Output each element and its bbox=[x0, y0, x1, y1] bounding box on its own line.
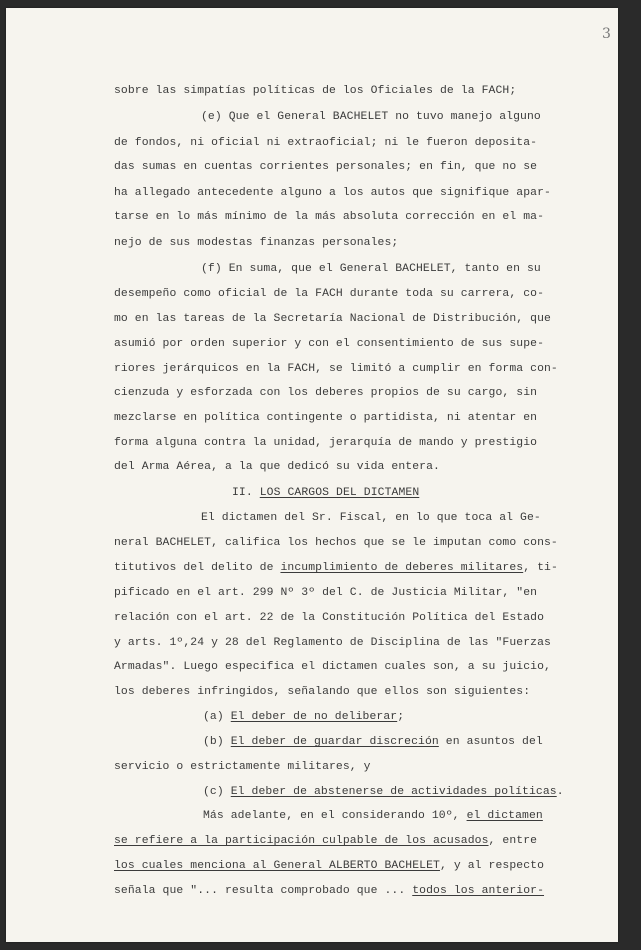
text-line bbox=[114, 834, 537, 848]
text-segment: mo en las tareas de la Secretaría Nacional de Distribución, que bbox=[114, 313, 551, 325]
text-line bbox=[114, 436, 537, 450]
text-segment: relación con el art. 22 de la Constitución Política del Estado bbox=[114, 612, 545, 624]
text-segment: y arts. 1º,24 y 28 del Reglamento de Disciplina de las "Fuerzas bbox=[114, 637, 551, 649]
underlined-text: LOS CARGOS DEL DICTAMEN bbox=[259, 487, 420, 499]
text-segment: . bbox=[556, 786, 564, 798]
text-segment: señala que "... resulta comprobado que ... bbox=[114, 885, 413, 897]
text-segment: (b) bbox=[203, 736, 231, 748]
text-segment: del Arma Aérea, a la que dedicó su vida entera. bbox=[114, 461, 440, 473]
text-line bbox=[114, 611, 544, 625]
text-line bbox=[114, 287, 544, 301]
text-line bbox=[114, 386, 537, 400]
text-line bbox=[114, 312, 551, 326]
text-line bbox=[114, 536, 558, 550]
text-line bbox=[114, 210, 544, 224]
text-segment: desempeño como oficial de la FACH durante toda su carrera, co- bbox=[114, 288, 545, 300]
underlined-text: los cuales menciona al General ALBERTO BACHELET bbox=[114, 860, 440, 872]
text-segment: cienzuda y esforzada con los deberes propios de su cargo, sin bbox=[114, 387, 538, 399]
text-line bbox=[203, 809, 543, 823]
text-segment: titutivos del delito de bbox=[114, 562, 281, 574]
text-segment: en asuntos del bbox=[438, 736, 543, 748]
text-line bbox=[203, 735, 543, 749]
text-segment: Más adelante, en el considerando 10º, bbox=[203, 810, 467, 822]
text-line bbox=[114, 236, 398, 250]
text-line bbox=[114, 685, 530, 699]
text-segment: ha allegado antecedente alguno a los autos que signifique apar- bbox=[114, 187, 551, 199]
text-segment: riores jerárquicos en la FACH, se limitó a cumplir en forma con- bbox=[114, 363, 558, 375]
text-segment: , y al respecto bbox=[439, 860, 545, 872]
text-segment: mezclarse en política contingente o partidista, ni atentar en bbox=[114, 412, 538, 424]
text-line bbox=[114, 760, 371, 774]
text-line bbox=[114, 586, 537, 600]
text-segment: forma alguna contra la unidad, jerarquía de mando y prestigio bbox=[114, 437, 538, 449]
underlined-text: todos los anterior- bbox=[412, 885, 545, 897]
text-line bbox=[114, 186, 551, 200]
text-segment: nejo de sus modestas finanzas personales; bbox=[114, 237, 399, 249]
text-segment: (f) En suma, que el General BACHELET, tanto en su bbox=[201, 263, 541, 275]
text-segment: , entre bbox=[488, 835, 538, 847]
text-line bbox=[201, 262, 541, 276]
text-line bbox=[203, 785, 564, 799]
text-line bbox=[201, 110, 541, 124]
corner-mark: 3 bbox=[602, 26, 611, 42]
underlined-text: El deber de no deliberar bbox=[230, 711, 398, 723]
text-segment: pificado en el art. 299 Nº 3º del C. de Justicia Militar, "en bbox=[114, 587, 538, 599]
text-segment: ; bbox=[397, 711, 405, 723]
text-segment: servicio o estrictamente militares, y bbox=[114, 761, 371, 773]
text-line bbox=[114, 362, 558, 376]
underlined-text: incumplimiento de deberes militares bbox=[280, 562, 524, 574]
underlined-text: se refiere a la participación culpable de los acusados bbox=[114, 835, 489, 847]
document-page bbox=[6, 8, 618, 942]
text-line bbox=[201, 511, 541, 525]
text-segment: II. bbox=[232, 487, 260, 499]
text-segment: de fondos, ni oficial ni extraoficial; ni le fueron deposita- bbox=[114, 137, 538, 149]
text-segment: Armadas". Luego especifica el dictamen cuales son, a su juicio, bbox=[114, 661, 551, 673]
underlined-text: el dictamen bbox=[466, 810, 543, 822]
text-line bbox=[114, 337, 544, 351]
text-segment: neral BACHELET, califica los hechos que se le imputan como cons- bbox=[114, 537, 558, 549]
text-segment: , ti- bbox=[523, 562, 558, 574]
text-line bbox=[114, 460, 440, 474]
text-line bbox=[114, 160, 537, 174]
text-line bbox=[114, 660, 551, 674]
text-segment: (c) bbox=[203, 786, 231, 798]
text-segment: asumió por orden superior y con el consentimiento de sus supe- bbox=[114, 338, 545, 350]
text-segment: das sumas en cuentas corrientes personales; en fin, que no se bbox=[114, 161, 538, 173]
text-segment: (a) bbox=[203, 711, 231, 723]
underlined-text: El deber de guardar discreción bbox=[230, 736, 439, 748]
text-segment: tarse en lo más mínimo de la más absoluta corrección en el ma- bbox=[114, 211, 545, 223]
text-segment: (e) Que el General BACHELET no tuvo manejo alguno bbox=[201, 111, 541, 123]
text-line bbox=[114, 84, 516, 98]
text-line bbox=[114, 859, 544, 873]
text-segment: sobre las simpatías políticas de los Oficiales de la FACH; bbox=[114, 85, 517, 97]
text-line bbox=[114, 884, 544, 898]
text-segment: los deberes infringidos, señalando que ellos son siguientes: bbox=[114, 686, 531, 698]
text-line bbox=[114, 636, 551, 650]
text-line bbox=[232, 486, 419, 500]
text-line bbox=[114, 411, 537, 425]
text-line bbox=[203, 710, 404, 724]
text-segment: El dictamen del Sr. Fiscal, en lo que toca al Ge- bbox=[201, 512, 541, 524]
text-line bbox=[114, 561, 558, 575]
text-line bbox=[114, 136, 537, 150]
underlined-text: El deber de abstenerse de actividades políticas bbox=[230, 786, 557, 798]
